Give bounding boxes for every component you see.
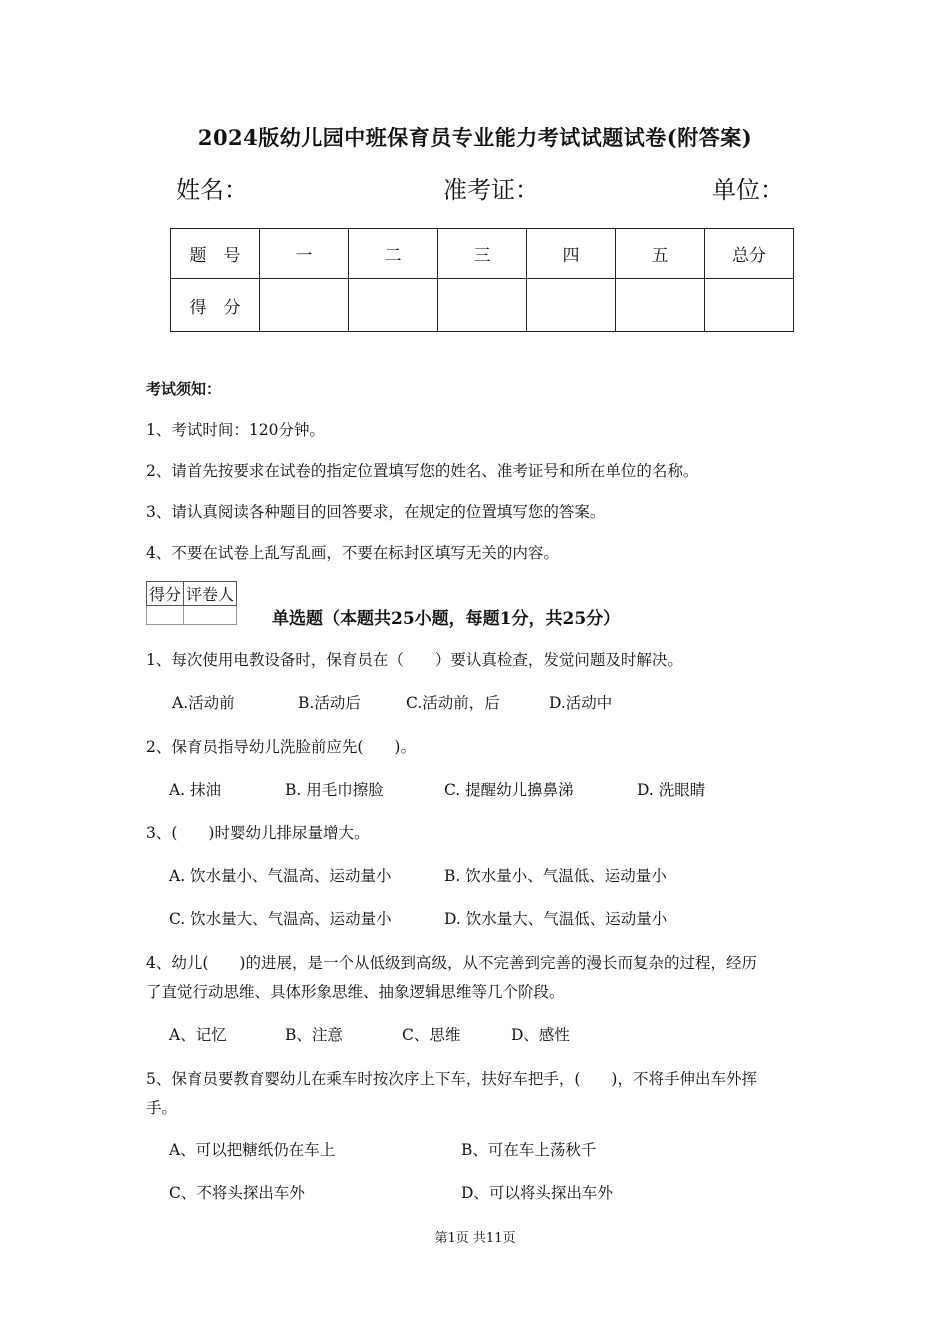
score-cell-total[interactable] [705,279,794,332]
question-stem: 1、每次使用电教设备时，保育员在（ ）要认真检查，发觉问题及时解决。 [146,651,683,669]
question-option: D、感性 [511,1026,570,1044]
notice-item: 2、请首先按要求在试卷的指定位置填写您的姓名、准考证号和所在单位的名称。 [146,462,699,480]
question-option: D. 饮水量大、气温低、运动量小 [444,910,668,928]
question-option: C、思维 [402,1026,461,1044]
grader-box-grader-label: 评卷人 [184,582,237,606]
question-option: B.活动后 [298,694,361,712]
score-table-header-5: 五 [616,229,705,279]
score-table-row-label: 得 分 [171,279,260,332]
question-option: B. 用毛巾擦脸 [285,781,384,799]
score-table-header-row [171,229,794,279]
question-stem-continued: 手。 [146,1099,178,1117]
score-table-header-3: 三 [438,229,527,279]
question-option: C、不将头探出车外 [169,1184,305,1202]
question-option: B. 饮水量小、气温低、运动量小 [444,867,667,885]
exam-number-field-label: 准考证： [443,176,539,204]
question-stem-continued: 了直觉行动思维、具体形象思维、抽象逻辑思维等几个阶段。 [146,983,565,1001]
question-option: A、可以把糖纸仍在车上 [169,1141,336,1159]
question-option: C.活动前，后 [406,694,500,712]
question-option: A. 饮水量小、气温高、运动量小 [169,867,392,885]
score-table [170,228,794,332]
question-option: A、记忆 [169,1026,227,1044]
score-cell-5[interactable] [616,279,705,332]
score-cell-1[interactable] [260,279,349,332]
question-option: A. 抹油 [169,781,222,799]
score-table-header-2: 二 [349,229,438,279]
section-title: 单选题（本题共25小题，每题1分，共25分） [272,609,621,629]
notice-heading: 考试须知： [146,380,222,398]
score-cell-2[interactable] [349,279,438,332]
notice-item: 4、不要在试卷上乱写乱画，不要在标封区填写无关的内容。 [146,544,559,562]
grader-box-header-row [147,582,237,606]
question-option: A.活动前 [172,694,235,712]
notice-item: 1、考试时间：120分钟。 [146,421,325,439]
question-option: D. 洗眼睛 [637,781,706,799]
score-cell-3[interactable] [438,279,527,332]
question-option: C. 提醒幼儿擤鼻涕 [444,781,574,799]
grader-box-entry-row [147,606,237,625]
page-footer: 第1页 共11页 [434,1231,516,1246]
question-option: B、注意 [285,1026,343,1044]
question-stem: 3、( )时婴幼儿排尿量增大。 [146,824,370,842]
score-cell-4[interactable] [527,279,616,332]
question-option: D.活动中 [549,694,613,712]
notice-item: 3、请认真阅读各种题目的回答要求，在规定的位置填写您的答案。 [146,503,606,521]
document-title: 2024版幼儿园中班保育员专业能力考试试题试卷(附答案) [197,125,753,150]
question-option: D、可以将头探出车外 [461,1184,613,1202]
question-stem: 2、保育员指导幼儿洗脸前应先( )。 [146,738,416,756]
grader-box-grader-cell[interactable] [184,606,237,625]
grader-box-score-label: 得分 [147,582,184,606]
score-table-header-1: 一 [260,229,349,279]
score-table-score-row [171,279,794,332]
question-stem: 4、幼儿( )的进展，是一个从低级到高级，从不完善到完善的漫长而复杂的过程，经历 [146,954,757,972]
question-option: B、可在车上荡秋千 [461,1141,597,1159]
question-stem: 5、保育员要教育婴幼儿在乘车时按次序上下车，扶好车把手，( )，不将手伸出车外挥 [146,1070,757,1088]
score-table-header-label: 题 号 [171,229,260,279]
score-table-header-4: 四 [527,229,616,279]
grader-box-score-cell[interactable] [147,606,184,625]
name-field-label: 姓名： [176,176,248,204]
unit-field-label: 单位： [712,176,784,204]
question-option: C. 饮水量大、气温高、运动量小 [169,910,392,928]
score-table-header-total: 总分 [705,229,794,279]
grader-box [146,581,237,625]
